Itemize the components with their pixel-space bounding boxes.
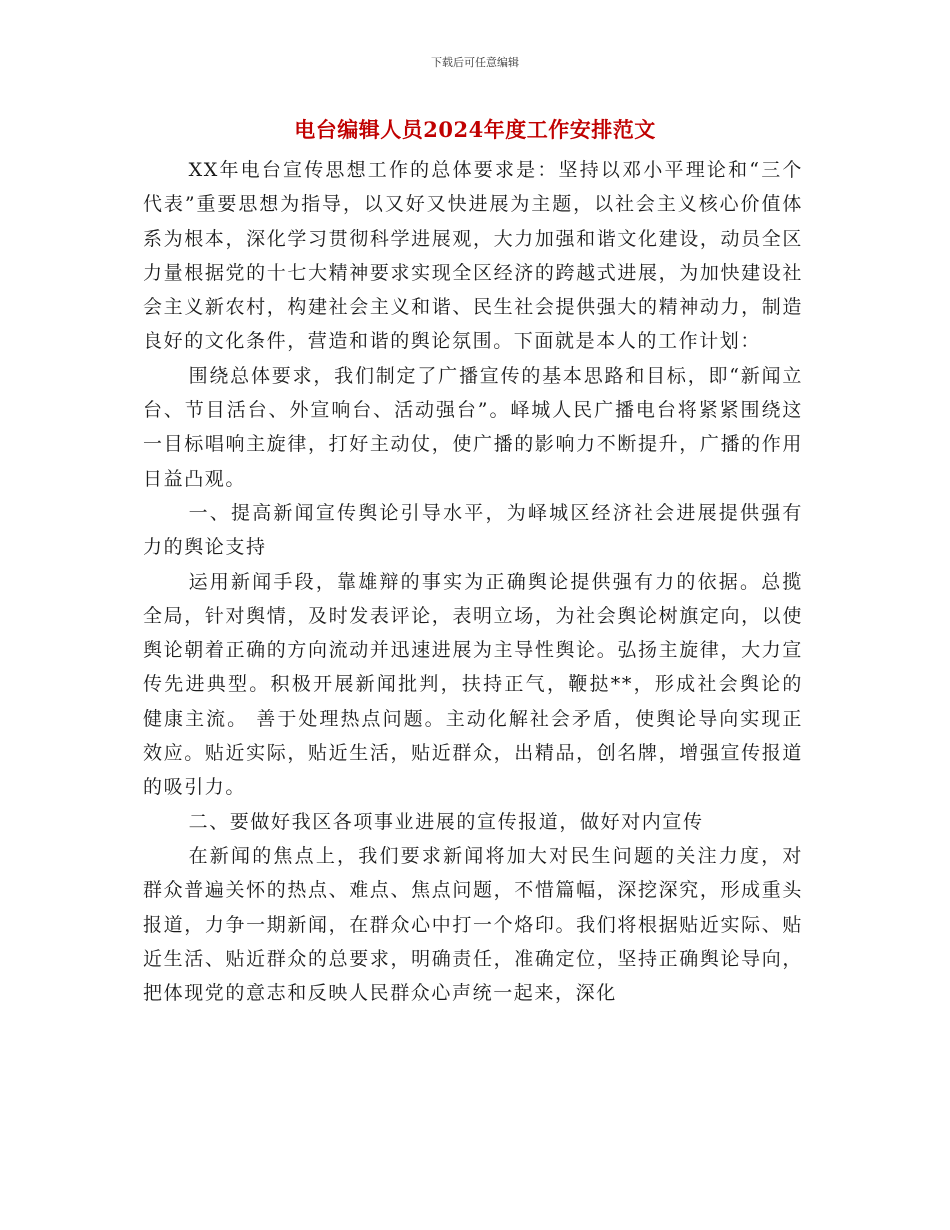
paragraph-intro: XX年电台宣传思想工作的总体要求是：坚持以邓小平理论和“三个代表”重要思想为指导，以又好又快进展为主题，以社会主义核心价值体系为根本，深化学习贯彻科学进展观，大力加强和谐文化建设，动员全区力量根据党的十七大精神要求实现全区经济的跨越式进展，为加快建设社会主义新农村，构建社会主义和谐、民生社会提供强大的精神动力，制造良好的文化条件，营造和谐的舆论氛围。下面就是本人的工作计划：: [143, 159, 803, 353]
paragraph-section-1: 运用新闻手段，靠雄辩的事实为正确舆论提供强有力的依据。总揽全局，针对舆情，及时发表评论，表明立场，为社会舆论树旗定向，以使舆论朝着正确的方向流动并迅速进展为主导性舆论。弘扬主旋律，大力宣传先进典型。积极开展新闻批判，扶持正气，鞭挞**，形成社会舆论的健康主流。 善于处理热点问题。主动化解社会矛盾，使舆论导向实现正效应。贴近实际，贴近生活，贴近群众，出精品，创名牌，增强宣传报道的吸引力。: [143, 570, 803, 799]
section-heading-1: 一、提高新闻宣传舆论引导水平，为峄城区经济社会进展提供强有力的舆论支持: [143, 501, 803, 559]
section-heading-2: 二、要做好我区各项事业进展的宣传报道，做好对内宣传: [188, 810, 704, 833]
paragraph-section-2: 在新闻的焦点上，我们要求新闻将加大对民生问题的关注力度，对群众普遍关怀的热点、难点、焦点问题，不惜篇幅，深挖深究，形成重头报道，力争一期新闻，在群众心中打一个烙印。我们将根据贴近实际、贴近生活、贴近群众的总要求，明确责任，准确定位，坚持正确舆论导向，把体现党的意志和反映人民群众心声统一起来，深化: [143, 844, 803, 1005]
document-body: [143, 153, 803, 1010]
document-title: 电台编辑人员2024年度工作安排范文: [294, 117, 656, 142]
paragraph-goals: 围绕总体要求，我们制定了广播宣传的基本思路和目标，即“新闻立台、节目活台、外宣响台、活动强台”。峄城人民广播电台将紧紧围绕这一目标唱响主旋律，打好主动仗，使广播的影响力不断提升，广播的作用日益凸观。: [143, 364, 803, 490]
page-header-note: 下载后可任意编辑: [431, 56, 519, 69]
